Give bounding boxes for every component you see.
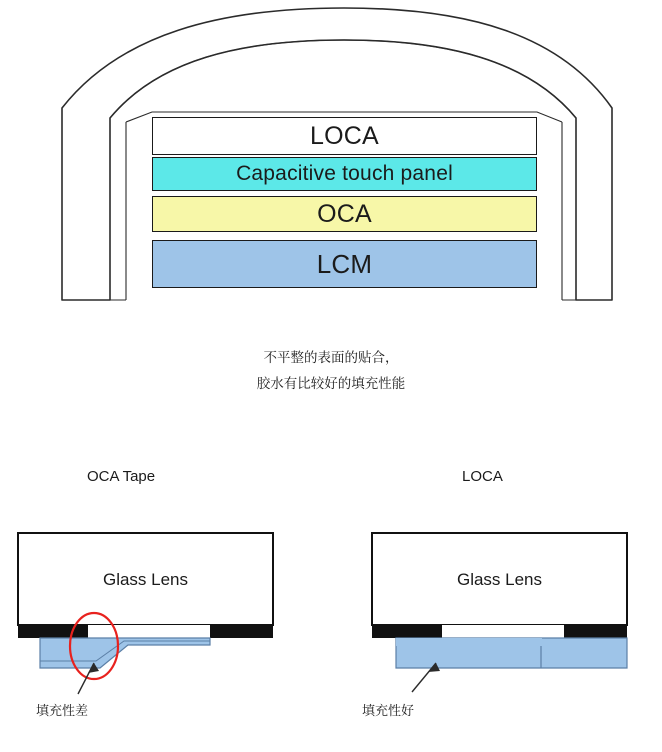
comparison-right-title: LOCA [462, 468, 503, 485]
comparison-left-note: 填充性差 [36, 703, 89, 718]
right-loca-upper-fill [396, 638, 542, 646]
left-ink-gap [88, 625, 210, 638]
comparison-left-title: OCA Tape [87, 468, 156, 485]
left-glass-lens-label: Glass Lens [102, 570, 189, 589]
comparison-right-note: 填充性好 [362, 703, 415, 718]
comparison-left-graphic [18, 533, 273, 694]
stack-layer-ctp-label: Capacitive touch panel [236, 162, 453, 185]
caption-line-2: 胶水有比较好的填充性能 [256, 376, 406, 391]
comparison-right-graphic [372, 533, 627, 692]
stack-layer-oca-label: OCA [317, 199, 372, 228]
left-oca-tape-film [40, 638, 210, 668]
right-ink-gap [442, 625, 564, 638]
stack-layer-lcm-label: LCM [316, 248, 373, 279]
stack-layer-loca-label: LOCA [310, 121, 379, 150]
caption-line-1: 不平整的表面的贴合， [263, 350, 399, 365]
right-glass-lens-label: Glass Lens [456, 570, 543, 589]
